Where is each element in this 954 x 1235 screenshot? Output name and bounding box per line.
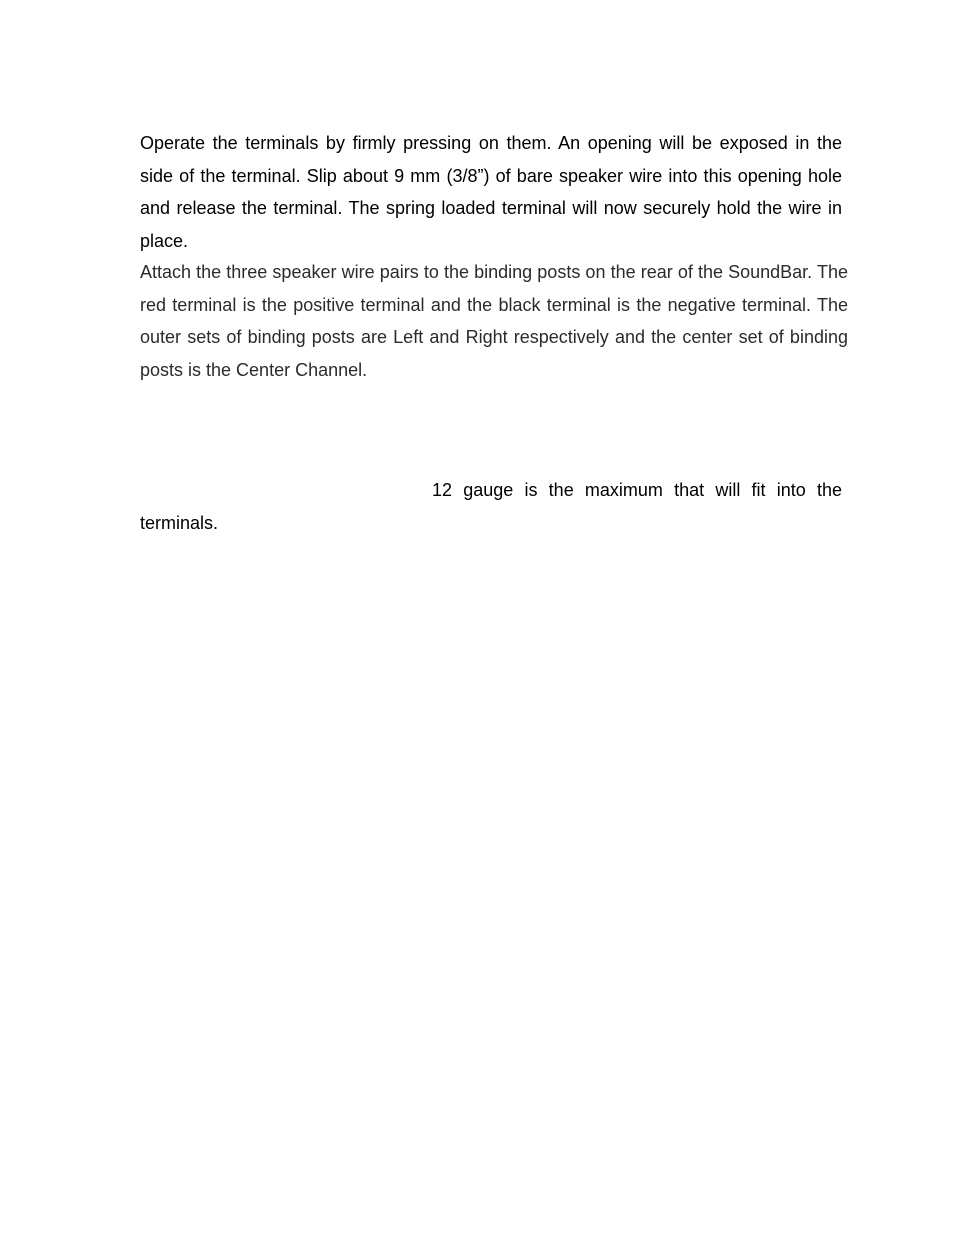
wire-gauge-paragraph: 12 gauge is the maximum that will fit into the terminals.	[140, 480, 842, 533]
speaker-wire-connection-paragraph: Attach the three speaker wire pairs to the binding posts on the rear of the SoundBar. The red terminal is the positive terminal and the black terminal is the negative terminal. The outer sets of binding posts are Left and Right respectively and the center set of binding posts is the Center Channel.	[140, 262, 848, 380]
terminal-operation-paragraph: Operate the terminals by firmly pressing on them. An opening will be exposed in the side of the terminal. Slip about 9 mm (3/8”) of bare speaker wire into this opening hole and release the terminal. The spring loaded terminal will now securely hold the wire in place.	[140, 133, 842, 251]
